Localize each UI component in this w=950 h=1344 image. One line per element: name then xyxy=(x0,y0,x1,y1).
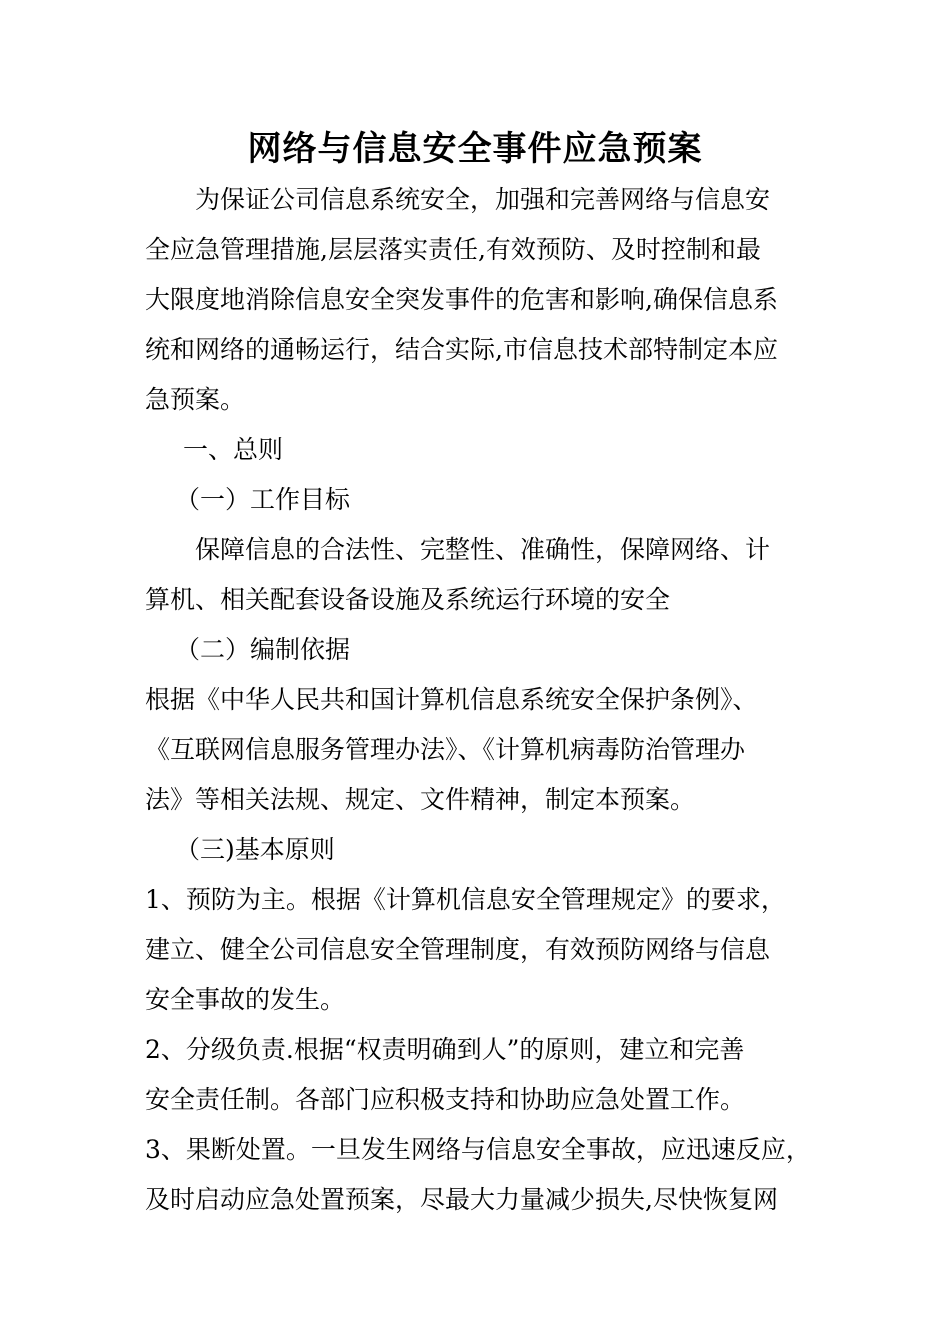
paragraph-line: 保障信息的合法性、完整性、准确性，保障网络、计 xyxy=(195,535,771,564)
subsection-heading: （一）工作目标 xyxy=(175,485,351,514)
section-heading: 一、总则 xyxy=(183,435,284,464)
paragraph-line: 根据《中华人民共和国计算机信息系统安全保护条例》、 xyxy=(145,685,758,714)
document-title: 网络与信息安全事件应急预案 xyxy=(247,129,703,169)
subsection-heading: （三)基本原则 xyxy=(175,835,335,864)
subsection-heading: （二）编制依据 xyxy=(175,635,351,664)
paragraph-line: 3、果断处置。一旦发生网络与信息安全事故，应迅速反应， xyxy=(145,1135,811,1164)
paragraph-line: 建立、健全公司信息安全管理制度，有效预防网络与信息 xyxy=(145,935,771,964)
paragraph-line: 算机、相关配套设备设施及系统运行环境的安全 xyxy=(145,585,671,614)
paragraph-line: 安全责任制。各部门应积极支持和协助应急处置工作。 xyxy=(145,1085,746,1114)
paragraph-line: 大限度地消除信息安全突发事件的危害和影响,确保信息系 xyxy=(145,285,778,314)
paragraph-line: 急预案。 xyxy=(145,385,246,414)
paragraph-line: 及时启动应急处置预案，尽最大力量减少损失,尽快恢复网 xyxy=(145,1185,778,1214)
paragraph-line: 统和网络的通畅运行，结合实际,市信息技术部特制定本应 xyxy=(145,335,778,364)
paragraph-line: 法》等相关法规、规定、文件精神，制定本预案。 xyxy=(145,785,696,814)
paragraph-line: 1、预防为主。根据《计算机信息安全管理规定》的要求， xyxy=(145,885,786,914)
paragraph-line: 为保证公司信息系统安全，加强和完善网络与信息安 xyxy=(195,185,771,214)
paragraph-line: 2、分级负责.根据“权责明确到人”的原则，建立和完善 xyxy=(145,1035,745,1064)
paragraph-line: 《互联网信息服务管理办法》、《计算机病毒防治管理办 xyxy=(145,735,746,764)
paragraph-line: 全应急管理措施,层层落实责任,有效预防、及时控制和最 xyxy=(145,235,761,264)
paragraph-line: 安全事故的发生。 xyxy=(145,985,346,1014)
